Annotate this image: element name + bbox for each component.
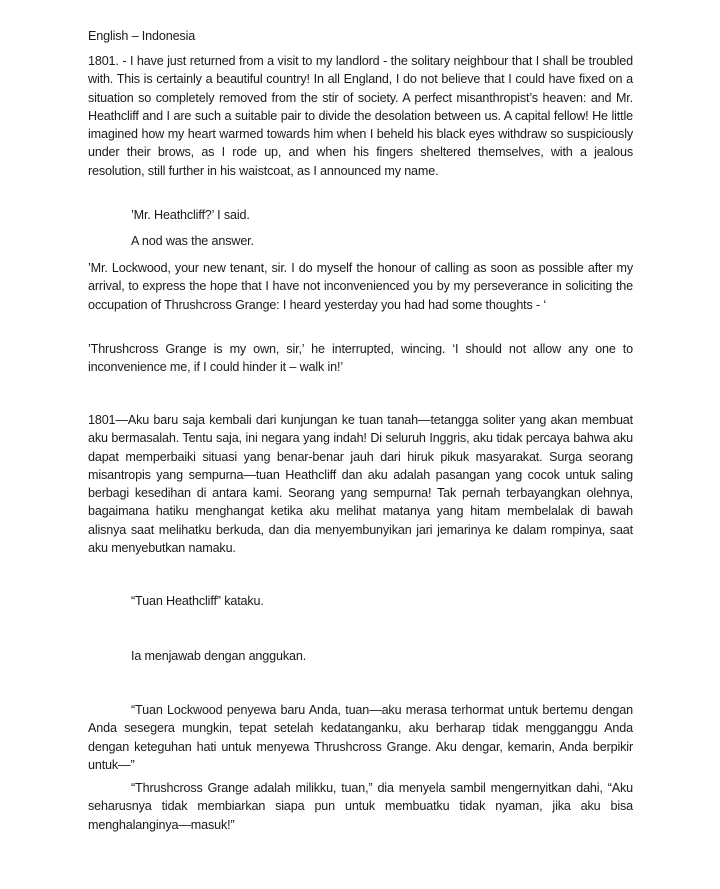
indonesian-dialogue-1: “Tuan Heathcliff” kataku. [131, 594, 264, 608]
english-paragraph-lockwood: ’Mr. Lockwood, your new tenant, sir. I do myself the honour of calling as soon as possible after my arrival, to express the hope that I have not inconvenienced you by my perseverance in soliciting the occupation of Thrushcross Grange: I heard yesterday you had had some thoughts - ‘ [88, 261, 633, 312]
english-dialogue-1: ’Mr. Heathcliff?’ I said. [131, 208, 250, 222]
document-heading: English – Indonesia [88, 29, 196, 43]
english-paragraph-thrushcross: ’Thrushcross Grange is my own, sir,’ he interrupted, wincing. ‘I should not allow any one to inconvenience me, if I could hinder it – walk in!’ [88, 342, 633, 375]
english-paragraph-1: 1801. - I have just returned from a visit to my landlord - the solitary neighbour that I shall be troubled with. This is certainly a beautiful country! In all England, I do not believe that I could have fixed on a situation so completely removed from the stir of society. A perfect misanthropist’s heaven: and Mr. Heathcliff and I are such a suitable pair to divide the desolation between us. A capital fellow! He little imagined how my heart warmed towards him when I beheld his black eyes withdraw so suspiciously under their brows, as I rode up, and when his fingers sheltered themselves, with a jealous resolution, still further in his waistcoat, as I announced my name. [88, 54, 633, 178]
indonesian-paragraph-1: 1801—Aku baru saja kembali dari kunjungan ke tuan tanah—tetangga soliter yang akan membuat aku bermasalah. Tentu saja, ini negara yang indah! Di seluruh Inggris, aku tidak percaya bahwa aku dapat memperbaiki situasi yang benar-benar jauh dari hiruk pikuk masyarakat. Surga seorang misantropis yang sempurna—tuan Heathcliff dan aku adalah pasangan yang cocok untuk saling berbagi kesedihan di antara kami. Seorang yang sempurna! Tak pernah terbayangkan olehnya, bagaimana hatiku menghangat ketika aku melihat matanya yang hitam membelalak di bawah alisnya saat melihatku berkuda, dan dia menyembunyikan jari jemarinya ke dalam rompinya, saat aku menyebutkan namaku. [88, 413, 633, 556]
indonesian-paragraph-lockwood: “Tuan Lockwood penyewa baru Anda, tuan—aku merasa terhormat untuk bertemu dengan Anda sesegera mungkin, tepat setelah kedatanganku, aku berharap tidak mengganggu Anda dengan keteguhan hati untuk menyewa Thrushcross Grange. Aku dengar, kemarin, Anda berpikir untuk—” [88, 703, 633, 772]
english-dialogue-2: A nod was the answer. [131, 234, 254, 248]
indonesian-paragraph-thrushcross: “Thrushcross Grange adalah milikku, tuan,” dia menyela sambil mengernyitkan dahi, “Aku seharusnya tidak membiarkan siapa pun untuk membuatku tidak nyaman, jika aku bisa menghalanginya—masuk!” [88, 781, 633, 832]
indonesian-dialogue-2: Ia menjawab dengan anggukan. [131, 649, 307, 663]
